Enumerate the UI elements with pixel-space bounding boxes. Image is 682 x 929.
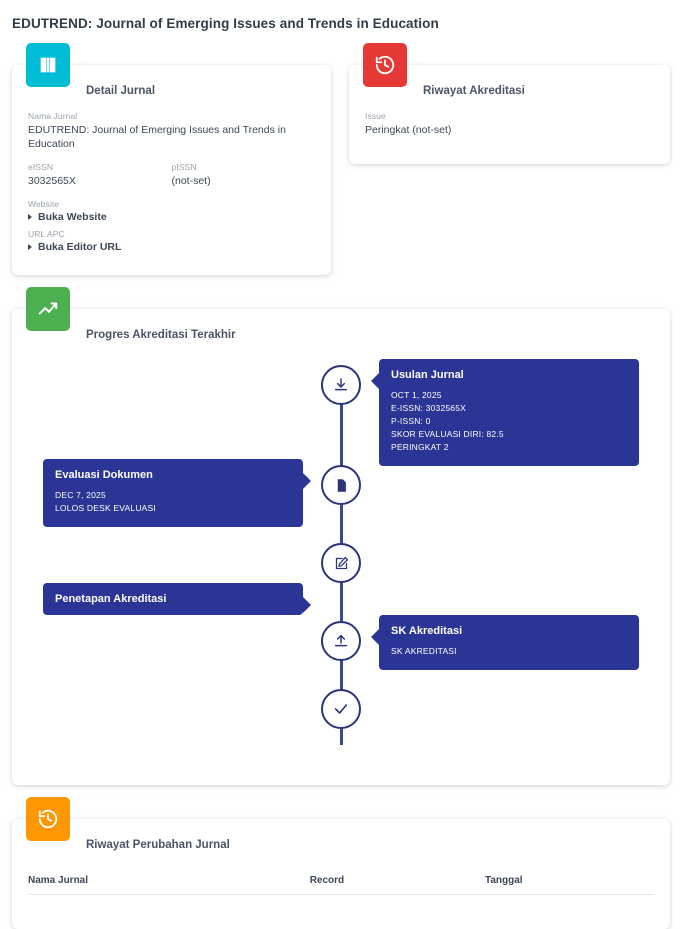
timeline-item [12, 365, 670, 465]
riwayat-perubahan-table-header [28, 865, 654, 895]
check-icon[interactable] [321, 689, 361, 729]
timeline-panel-sk-akreditasi [379, 615, 639, 670]
download-icon[interactable] [321, 365, 361, 405]
panel-line: OCT 1, 2025 [391, 390, 442, 400]
progres-akreditasi-title: Progres Akreditasi Terakhir [86, 329, 236, 341]
timeline-panel-penetapan-akreditasi [43, 583, 303, 615]
caret-right-icon [28, 244, 32, 250]
buka-editor-url-link[interactable] [28, 241, 315, 253]
panel-line: E-ISSN: 3032565X [391, 403, 467, 413]
progres-akreditasi-card [12, 309, 670, 785]
timeline-item [12, 621, 670, 689]
column-header-nama-jurnal: Nama Jurnal [28, 875, 89, 886]
url-apc-label: URL APC [28, 229, 65, 239]
issue-value: Peringkat (not-set) [365, 124, 452, 136]
nama-jurnal-label: Nama Jurnal [28, 111, 78, 121]
file-icon[interactable] [321, 465, 361, 505]
pissn-value: (not-set) [171, 175, 211, 187]
issn-row [28, 162, 315, 199]
buka-editor-url-label: Buka Editor URL [38, 241, 122, 253]
akreditasi-timeline [12, 355, 670, 785]
panel-line: SKOR EVALUASI DIRI: 82.5 [391, 429, 504, 439]
caret-right-icon [28, 214, 32, 220]
edit-icon[interactable] [321, 543, 361, 583]
panel-heading: Penetapan Akreditasi [55, 593, 167, 605]
panel-line: P-ISSN: 0 [391, 416, 431, 426]
detail-jurnal-body [12, 111, 331, 275]
eissn-label: eISSN [28, 162, 54, 172]
panel-heading: SK Akreditasi [391, 625, 463, 637]
riwayat-perubahan-title: Riwayat Perubahan Jurnal [86, 839, 230, 851]
chart-line-icon [26, 287, 70, 331]
column-header-record: Record [309, 875, 345, 886]
timeline-item [12, 465, 670, 543]
timeline-panel-usulan-jurnal [379, 359, 639, 466]
pissn-label: pISSN [171, 162, 197, 172]
panel-line: SK AKREDITASI [391, 646, 457, 656]
panel-heading: Usulan Jurnal [391, 369, 464, 381]
book-icon [26, 43, 70, 87]
column-header-tanggal: Tanggal [484, 875, 523, 886]
history-icon [363, 43, 407, 87]
detail-jurnal-title: Detail Jurnal [86, 85, 156, 97]
buka-website-link[interactable] [28, 211, 315, 223]
panel-line: LOLOS DESK EVALUASI [55, 503, 156, 513]
riwayat-perubahan-card [12, 819, 670, 929]
detail-jurnal-card [12, 65, 331, 275]
nama-jurnal-value: EDUTREND: Journal of Emerging Issues and Trends in Education [28, 124, 286, 150]
panel-line: DEC 7, 2025 [55, 490, 106, 500]
top-cards-row [0, 31, 682, 275]
issue-label: Issue [365, 111, 386, 121]
timeline-item [12, 689, 670, 739]
riwayat-akreditasi-card [349, 65, 670, 164]
history-icon [26, 797, 70, 841]
eissn-value: 3032565X [28, 175, 76, 187]
buka-website-label: Buka Website [38, 211, 107, 223]
riwayat-akreditasi-body [349, 111, 670, 164]
website-label: Website [28, 199, 60, 209]
page-title: EDUTREND: Journal of Emerging Issues and Trends in Education [12, 16, 439, 31]
timeline-item [12, 543, 670, 621]
timeline-panel-evaluasi-dokumen [43, 459, 303, 527]
panel-line: PERINGKAT 2 [391, 442, 449, 452]
panel-heading: Evaluasi Dokumen [55, 469, 153, 481]
riwayat-akreditasi-title: Riwayat Akreditasi [423, 85, 525, 97]
upload-icon[interactable] [321, 621, 361, 661]
